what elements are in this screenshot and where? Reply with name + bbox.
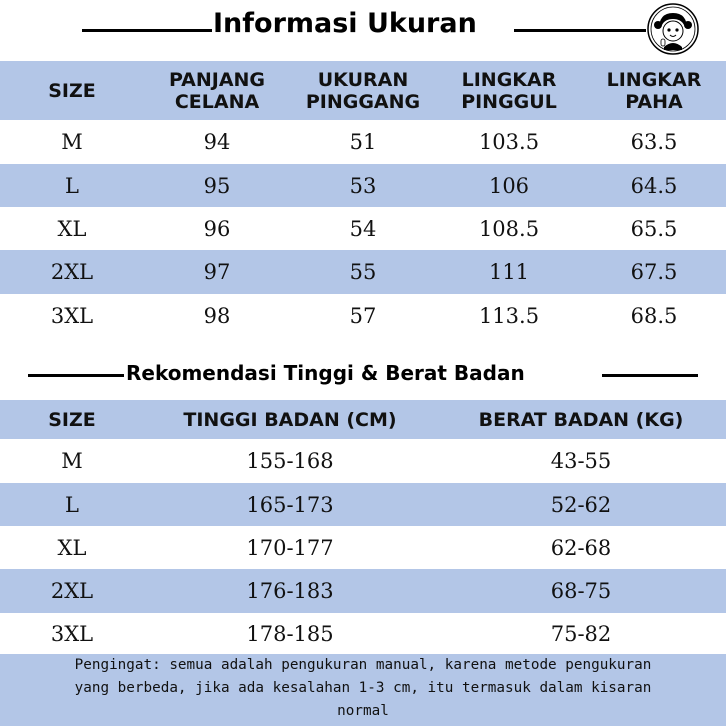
cell-berat: 62-68 <box>550 535 612 560</box>
rec-rule-left <box>28 374 124 377</box>
cell-paha: 63.5 <box>630 130 678 154</box>
header-size: SIZE <box>48 408 96 431</box>
header-ukuran-pinggang: UKURAN PINGGANG <box>305 68 421 113</box>
cell-size: 2XL <box>50 260 94 284</box>
cell-berat: 43-55 <box>550 449 612 473</box>
cell-pinggul: 106 <box>488 173 530 198</box>
table-row <box>0 569 726 613</box>
cell-pinggang: 51 <box>349 130 377 154</box>
cell-size: M <box>61 130 83 154</box>
cell-size: 2XL <box>50 579 94 603</box>
page-title: Informasi Ukuran <box>213 8 477 39</box>
cell-pinggul: 103.5 <box>478 130 540 154</box>
cell-size: XL <box>57 216 87 241</box>
cell-panjang: 94 <box>203 130 231 154</box>
cell-size: L <box>65 492 79 517</box>
size-table-header <box>0 61 726 120</box>
cell-pinggul: 113.5 <box>478 304 540 328</box>
note-line: yang berbeda, jika ada kesalahan 1-3 cm, itu termasuk dalam kisaran <box>74 680 652 696</box>
cell-paha: 67.5 <box>630 260 678 284</box>
header-tinggi-badan: TINGGI BADAN (CM) <box>183 408 397 431</box>
header-lingkar-paha: LINGKAR PAHA <box>606 68 702 113</box>
size-table <box>0 61 726 338</box>
header-size: SIZE <box>48 79 96 102</box>
cell-panjang: 96 <box>203 216 231 241</box>
table-row <box>0 439 726 483</box>
note-line: normal <box>337 703 389 719</box>
table-row <box>0 613 726 654</box>
title-rule-left <box>82 29 212 32</box>
cell-panjang: 95 <box>203 173 231 198</box>
cell-size: L <box>65 173 79 198</box>
cell-size: 3XL <box>50 621 94 646</box>
girl-avatar-logo-icon <box>647 3 699 55</box>
cell-paha: 68.5 <box>630 304 678 328</box>
recommendation-title: Rekomendasi Tinggi & Berat Badan <box>126 361 525 385</box>
header-berat-badan: BERAT BADAN (KG) <box>478 408 684 431</box>
table-row <box>0 164 726 207</box>
cell-tinggi: 155-168 <box>246 449 334 473</box>
table-row <box>0 294 726 338</box>
cell-tinggi: 170-177 <box>246 535 334 560</box>
cell-pinggang: 55 <box>349 260 377 284</box>
table-row <box>0 526 726 569</box>
cell-berat: 75-82 <box>550 621 612 646</box>
cell-size: M <box>61 449 83 473</box>
recommendation-table-header <box>0 400 726 439</box>
recommendation-header <box>0 352 726 396</box>
cell-tinggi: 165-173 <box>246 492 334 517</box>
header-panjang-celana: PANJANG CELANA <box>168 68 266 113</box>
cell-berat: 52-62 <box>550 492 612 517</box>
cell-paha: 65.5 <box>630 216 678 241</box>
title-rule-right <box>514 29 646 32</box>
table-row <box>0 483 726 526</box>
table-row <box>0 120 726 164</box>
cell-pinggang: 53 <box>349 173 377 198</box>
table-row <box>0 207 726 250</box>
cell-tinggi: 176-183 <box>246 579 334 603</box>
cell-pinggul: 108.5 <box>478 216 540 241</box>
size-info-header <box>0 0 726 58</box>
recommendation-table <box>0 400 726 654</box>
cell-panjang: 97 <box>203 260 231 284</box>
cell-size: XL <box>57 535 87 560</box>
cell-panjang: 98 <box>203 304 231 328</box>
header-lingkar-pinggul: LINGKAR PINGGUL <box>461 68 557 113</box>
note-line: Pengingat: semua adalah pengukuran manual, karena metode pengukuran <box>74 657 652 673</box>
cell-paha: 64.5 <box>630 173 678 198</box>
cell-pinggang: 57 <box>349 304 377 328</box>
cell-berat: 68-75 <box>550 579 612 603</box>
measurement-note <box>0 654 726 726</box>
cell-pinggul: 111 <box>488 260 530 284</box>
cell-tinggi: 178-185 <box>246 621 334 646</box>
table-row <box>0 250 726 294</box>
rec-rule-right <box>602 374 698 377</box>
cell-pinggang: 54 <box>349 216 377 241</box>
cell-size: 3XL <box>50 304 94 328</box>
